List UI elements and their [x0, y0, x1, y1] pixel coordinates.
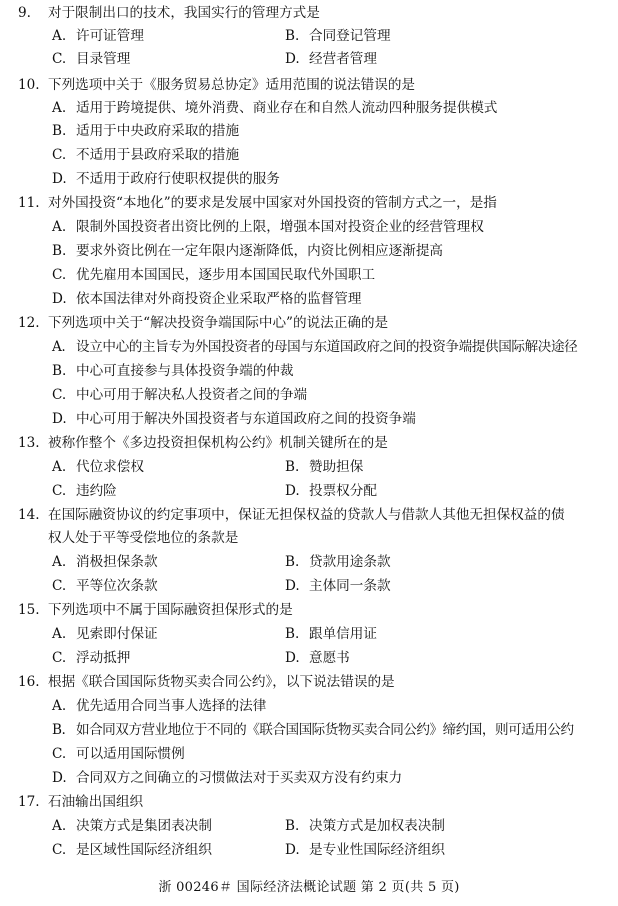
option-letter: C.: [52, 147, 67, 163]
question-number: 11.: [18, 195, 40, 211]
option-d: [285, 48, 377, 71]
option-text: 浮动抵押: [76, 650, 131, 666]
option-text: 是专业性国际经济组织: [309, 842, 445, 858]
option-letter: A.: [52, 219, 67, 235]
option-letter: D.: [52, 291, 67, 307]
option-text: 决策方式是集团表决制: [76, 818, 212, 834]
option-text: 依本国法律对外商投资企业采取严格的监督管理: [76, 291, 362, 307]
option-text: 优先雇用本国国民，逐步用本国国民取代外国职工: [76, 267, 376, 283]
option-letter: C.: [52, 842, 67, 858]
option-text: 可以适用国际惯例: [76, 746, 185, 762]
question-stem: [18, 791, 610, 814]
option-text: 是区域性国际经济组织: [76, 842, 212, 858]
option-letter: A.: [52, 459, 67, 475]
question-stem-continued: [18, 527, 618, 550]
option-letter: B.: [285, 626, 300, 642]
question-stem: [18, 74, 610, 97]
option-text: 投票权分配: [309, 483, 377, 499]
option-c: [52, 264, 375, 287]
option-letter: D.: [52, 411, 67, 427]
question-number: 15.: [18, 602, 40, 618]
option-d: [285, 480, 377, 503]
option-letter: B.: [52, 363, 67, 379]
option-b: [52, 719, 574, 742]
option-b: [285, 25, 391, 48]
option-text: 不适用于政府行使职权提供的服务: [76, 171, 280, 187]
question-text: 根据《联合国国际货物买卖合同公约》，以下说法错误的是: [48, 674, 395, 690]
option-letter: A.: [52, 554, 67, 570]
option-text: 赞助担保: [309, 459, 364, 475]
option-b: [52, 120, 239, 143]
option-text: 限制外国投资者出资比例的上限，增强本国对投资企业的经营管理权: [76, 219, 484, 235]
option-text: 中心可直接参与具体投资争端的仲裁: [76, 363, 294, 379]
option-a: [52, 216, 484, 239]
option-text: 权人处于平等受偿地位的条款是: [48, 530, 239, 546]
option-text: 适用于跨境提供、境外消费、商业存在和自然人流动四种服务提供模式: [76, 100, 498, 116]
question-number: 16.: [18, 674, 40, 690]
option-text: 适用于中央政府采取的措施: [76, 123, 240, 139]
option-b: [285, 623, 377, 646]
option-d: [52, 767, 402, 790]
option-a: [52, 551, 158, 574]
option-letter: D.: [285, 650, 300, 666]
option-a: [52, 815, 212, 838]
option-letter: C.: [52, 51, 67, 67]
question-text: 对外国投资“本地化”的要求是发展中国家对外国投资的管制方式之一，是指: [48, 195, 497, 211]
option-letter: C.: [52, 578, 67, 594]
question-number: 14.: [18, 507, 40, 523]
question-text: 在国际融资协议的约定事项中，保证无担保权益的贷款人与借款人其他无担保权益的债: [48, 507, 565, 523]
option-letter: C.: [52, 267, 67, 283]
option-b: [285, 456, 363, 479]
option-letter: C.: [52, 483, 67, 499]
option-letter: A.: [52, 818, 67, 834]
option-c: [52, 384, 307, 407]
option-text: 代位求偿权: [76, 459, 144, 475]
option-letter: C.: [52, 650, 67, 666]
option-d: [285, 575, 391, 598]
option-letter: A.: [52, 28, 67, 44]
option-text: 如合同双方营业地位于不同的《联合国国际货物买卖合同公约》缔约国，则可适用公约: [76, 722, 574, 738]
option-text: 意愿书: [309, 650, 350, 666]
option-letter: D.: [52, 171, 67, 187]
question-text: 被称作整个《多边投资担保机构公约》机制关键所在的是: [48, 435, 388, 451]
option-text: 设立中心的主旨专为外国投资者的母国与东道国政府之间的投资争端提供国际解决途径: [76, 339, 578, 355]
option-a: [52, 25, 144, 48]
option-letter: B.: [285, 28, 300, 44]
option-letter: D.: [285, 483, 300, 499]
option-c: [52, 480, 117, 503]
question-text: 下列选项中关于“解决投资争端国际中心”的说法正确的是: [48, 315, 389, 331]
question-text: 下列选项中不属于国际融资担保形式的是: [48, 602, 293, 618]
question-text: 石油输出国组织: [48, 794, 144, 810]
option-text: 消极担保条款: [76, 554, 158, 570]
option-text: 主体同一条款: [309, 578, 391, 594]
option-b: [52, 360, 294, 383]
option-text: 合同登记管理: [309, 28, 391, 44]
question-stem: [18, 192, 610, 215]
option-letter: B.: [285, 818, 300, 834]
option-b: [285, 551, 391, 574]
option-text: 经营者管理: [309, 51, 377, 67]
question-number: 13.: [18, 435, 40, 451]
option-letter: B.: [285, 459, 300, 475]
question-text: 对于限制出口的技术，我国实行的管理方式是: [48, 5, 320, 21]
question-number: 9.: [18, 5, 31, 21]
option-c: [52, 647, 130, 670]
option-letter: B.: [52, 123, 67, 139]
option-letter: D.: [52, 770, 67, 786]
option-text: 不适用于县政府采取的措施: [76, 147, 240, 163]
option-c: [52, 575, 158, 598]
option-a: [52, 623, 158, 646]
question-stem: [18, 312, 610, 335]
option-text: 跟单信用证: [309, 626, 377, 642]
option-b: [52, 240, 443, 263]
question-number: 17.: [18, 794, 40, 810]
option-b: [285, 815, 445, 838]
question-number: 10.: [18, 77, 40, 93]
option-letter: A.: [52, 339, 66, 355]
question-stem: [18, 2, 610, 25]
option-letter: B.: [52, 722, 66, 738]
question-stem: [18, 671, 610, 694]
option-text: 许可证管理: [76, 28, 144, 44]
option-text: 要求外资比例在一定年限内逐渐降低，内资比例相应逐渐提高: [76, 243, 444, 259]
option-text: 合同双方之间确立的习惯做法对于买卖双方没有约束力: [76, 770, 403, 786]
question-number: 12.: [18, 315, 40, 331]
option-text: 贷款用途条款: [309, 554, 391, 570]
option-letter: D.: [285, 51, 300, 67]
option-letter: C.: [52, 387, 67, 403]
option-d: [52, 168, 280, 191]
option-letter: B.: [285, 554, 300, 570]
option-d: [285, 647, 350, 670]
option-d: [52, 288, 361, 311]
option-text: 中心可用于解决私人投资者之间的争端: [76, 387, 308, 403]
option-d: [52, 408, 416, 431]
option-a: [52, 695, 266, 718]
question-stem: [18, 599, 610, 622]
question-text: 下列选项中关于《服务贸易总协定》适用范围的说法错误的是: [48, 77, 416, 93]
option-c: [52, 144, 239, 167]
option-a: [52, 97, 497, 120]
option-c: [52, 839, 212, 862]
option-text: 决策方式是加权表决制: [309, 818, 445, 834]
question-stem: [18, 432, 610, 455]
option-d: [285, 839, 445, 862]
option-letter: A.: [52, 698, 67, 714]
option-letter: A.: [52, 100, 67, 116]
option-text: 平等位次条款: [76, 578, 158, 594]
option-letter: D.: [285, 578, 300, 594]
option-letter: C.: [52, 746, 67, 762]
option-text: 目录管理: [76, 51, 131, 67]
option-text: 中心可用于解决外国投资者与东道国政府之间的投资争端: [76, 411, 416, 427]
page-footer: 浙 00246＃ 国际经济法概论试题 第 2 页(共 5 页): [158, 880, 460, 895]
option-letter: A.: [52, 626, 67, 642]
option-c: [52, 48, 130, 71]
question-stem: [18, 504, 610, 527]
option-text: 见索即付保证: [76, 626, 158, 642]
option-c: [52, 743, 185, 766]
option-letter: D.: [285, 842, 300, 858]
option-text: 优先适用合同当事人选择的法律: [76, 698, 267, 714]
option-a: [52, 456, 144, 479]
option-text: 违约险: [76, 483, 117, 499]
option-a: [52, 336, 577, 359]
option-letter: B.: [52, 243, 67, 259]
